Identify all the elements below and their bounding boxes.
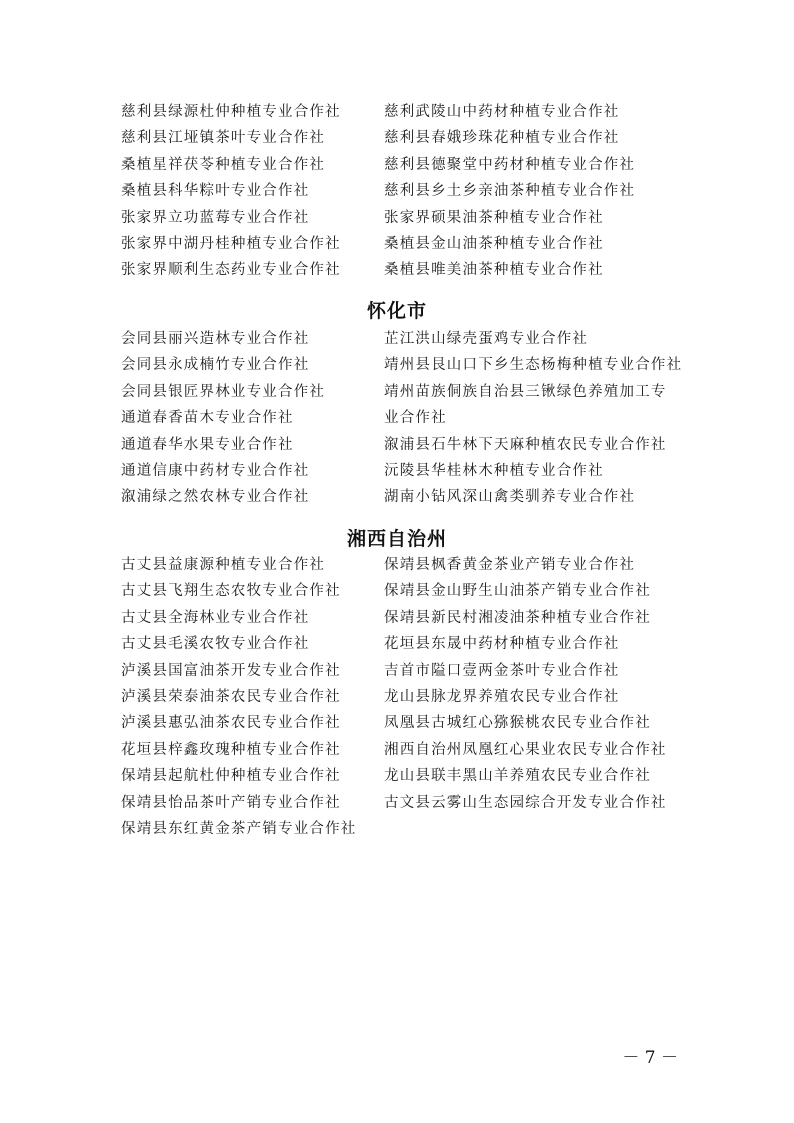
cooperative-right-item: 凤凰县古城红心猕猴桃农民专业合作社 — [384, 715, 651, 732]
cooperative-left-item: 通道信康中药材专业合作社 — [121, 463, 310, 479]
cooperative-left-item: 张家界立功蓝莓专业合作社 — [121, 209, 310, 226]
page-number: － 7 － — [622, 1048, 678, 1068]
cooperative-left-item: 会同县丽兴造林专业合作社 — [121, 331, 310, 347]
cooperative-left-item: 泸溪县国富油茶开发专业合作社 — [121, 662, 341, 679]
cooperative-right-item: 龙山县联丰黑山羊养殖农民专业合作社 — [384, 768, 651, 785]
cooperative-right-item: 保靖县枫香黄金茶业产销专业合作社 — [384, 557, 636, 573]
cooperative-right-item: 沅陵县华桂林木种植专业合作社 — [384, 463, 604, 479]
cooperative-left-item: 溆浦绿之然农林专业合作社 — [121, 489, 310, 506]
cooperative-left-item: 花垣县梓鑫玫瑰种植专业合作社 — [121, 741, 341, 758]
cooperative-left-item: 会同县银匠界林业专业合作社 — [121, 383, 326, 400]
cooperative-right-item: 慈利县春娥珍珠花种植专业合作社 — [384, 130, 620, 147]
cooperative-left-item: 泸溪县惠弘油茶农民专业合作社 — [121, 715, 341, 732]
cooperative-right-item: 湖南小钻风深山禽类驯养专业合作社 — [384, 489, 636, 506]
cooperative-right-item: 靖州县艮山口下乡生态杨梅种植专业合作社 — [384, 357, 683, 374]
cooperative-right-item: 保靖县金山野生山油茶产销专业合作社 — [384, 583, 651, 600]
cooperative-right-item: 桑植县金山油茶种植专业合作社 — [384, 236, 604, 252]
cooperative-left-item: 慈利县绿源杜仲种植专业合作社 — [121, 104, 341, 120]
cooperative-left-item: 张家界中湖丹桂种植专业合作社 — [121, 236, 341, 252]
cooperative-left-item: 桑植星祥茯苓种植专业合作社 — [121, 156, 326, 173]
cooperative-left-item: 古丈县益康源种植专业合作社 — [121, 557, 326, 573]
cooperative-left-item: 张家界顺利生态药业专业合作社 — [121, 262, 341, 279]
cooperative-left-item: 桑植县科华粽叶专业合作社 — [121, 183, 310, 200]
cooperative-right-item: 龙山县脉龙界养殖农民专业合作社 — [384, 689, 620, 705]
cooperative-left-item: 会同县永成楠竹专业合作社 — [121, 357, 310, 374]
cooperative-left-item: 保靖县起航杜仲种植专业合作社 — [121, 768, 341, 785]
cooperative-left-item: 泸溪县荣泰油茶农民专业合作社 — [121, 689, 341, 705]
cooperative-right-item: 保靖县新民村湘凌油茶种植专业合作社 — [384, 609, 651, 626]
cooperative-left-item: 古丈县毛溪农牧专业合作社 — [121, 636, 310, 653]
cooperative-right-item: 慈利县德聚堂中药材种植专业合作社 — [384, 156, 636, 173]
cooperative-right-item: 花垣县东晟中药材种植专业合作社 — [384, 636, 620, 653]
cooperative-left-item: 通道春香苗木专业合作社 — [121, 410, 294, 427]
cooperative-left-item: 保靖县东红黄金茶产销专业合作社 — [121, 821, 357, 837]
section-heading-xiangxi: 湘西自治州 — [346, 528, 447, 550]
cooperative-left-item: 通道春华水果专业合作社 — [121, 436, 294, 453]
cooperative-right-item: 张家界硕果油茶种植专业合作社 — [384, 209, 604, 226]
cooperative-right-item: 慈利武陵山中药材种植专业合作社 — [384, 104, 620, 120]
section-heading-huaihua: 怀化市 — [366, 300, 427, 322]
cooperative-right-item: 古文县云雾山生态园综合开发专业合作社 — [384, 794, 667, 811]
cooperative-right-item: 桑植县唯美油茶种植专业合作社 — [384, 262, 604, 279]
cooperative-left-item: 古丈县飞翔生态农牧专业合作社 — [121, 583, 341, 600]
cooperative-right-item: 业合作社 — [384, 410, 447, 427]
cooperative-right-item: 慈利县乡土乡亲油茶种植专业合作社 — [384, 183, 636, 200]
cooperative-right-item: 芷江洪山绿壳蛋鸡专业合作社 — [384, 331, 589, 347]
cooperative-right-item: 靖州苗族侗族自治县三锹绿色养殖加工专 — [384, 383, 667, 400]
cooperative-left-item: 保靖县怡品茶叶产销专业合作社 — [121, 794, 341, 811]
cooperative-left-item: 古丈县全海林业专业合作社 — [121, 609, 310, 626]
cooperative-right-item: 湘西自治州凤凰红心果业农民专业合作社 — [384, 741, 667, 758]
cooperative-right-item: 溆浦县石牛林下天麻种植农民专业合作社 — [384, 436, 667, 453]
cooperative-left-item: 慈利县江垭镇茶叶专业合作社 — [121, 130, 326, 147]
cooperative-right-item: 吉首市隘口壹两金茶叶专业合作社 — [384, 662, 620, 679]
